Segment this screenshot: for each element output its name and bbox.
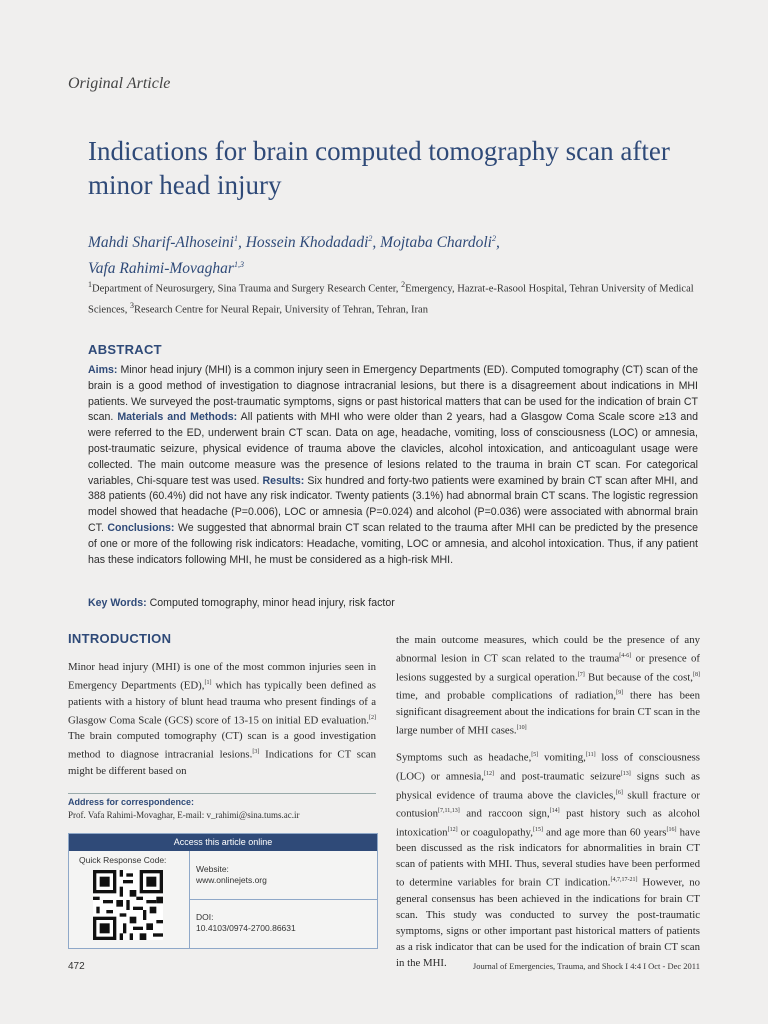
affiliation-mark: 1	[88, 280, 92, 289]
box-divider-horizontal	[189, 899, 377, 900]
keywords	[88, 597, 395, 609]
text-run: loss of consciousness (LOC) or amnesia,	[396, 751, 701, 783]
text-run: there has been significant disagreement about the indications for brain CT scan in the large number of MHI cases.	[396, 689, 700, 737]
abstract-aims-text: Minor head injury (MHI) is a common injury seen in Emergency Departments (ED). Computed tomography (CT) scan of the brain is a good method of investigation to diagnose intracranial lesions, but there is a disagreement about indications in MHI patients. We surveyed the post-traumatic symptoms, signs or past historical matters that can be used for the indication of brain CT scan.	[88, 364, 698, 424]
citation[interactable]: [10]	[516, 724, 527, 731]
text-run: But because of the cost,	[584, 671, 693, 684]
correspondence-label: Address for correspondence:	[68, 797, 195, 807]
doi-label: DOI:	[196, 912, 214, 922]
abstract-conclusions-label: Conclusions:	[107, 521, 175, 534]
text-run: signs such as physical evidence of trauma above the clavicles,	[396, 770, 700, 802]
text-run: and raccoon sign,	[459, 807, 550, 820]
text-run: Indications for CT scan might be different based on	[68, 748, 376, 777]
citation[interactable]: [4-6]	[619, 653, 632, 659]
citation[interactable]: [2]	[369, 714, 376, 721]
text-run: which has typically been defined as patients with a history of blunt head trauma who present findings of a Glasgow Coma Scale (GCS) score of 13-15 on initial ED evaluation.	[68, 679, 376, 727]
website-label: Website:	[196, 864, 229, 874]
abstract-methods-text: All patients with MHI who were older than 2 years, had a Glasgow Coma Scale score ≥13 and were referred to the ED, underwent brain CT scan. Data on age, headache, vomiting, loss of consciousness (LOC) or amnesia, post-traumatic seizure, physical evidence of trauma above the clavicles, alcohol intoxication, and anticoagulant usage were collected. The main outcome measure was the presence of lesions related to the trauma in brain CT scan. For categorical variables, Chi-square test was used.	[88, 411, 699, 487]
text-run: or presence of lesions suggested by a surgical operation.	[396, 652, 700, 684]
author-affiliation-mark: 1,3	[233, 260, 244, 270]
affiliation-mark: 2	[401, 280, 406, 289]
citation[interactable]: [13]	[620, 770, 631, 777]
author-name: Vafa Rahimi-Movaghar	[88, 260, 234, 278]
section-label: Original Article	[68, 75, 171, 92]
citation[interactable]: [11]	[585, 752, 596, 759]
paragraph	[396, 747, 700, 971]
journal-footer: Journal of Emergencies, Trauma, and Shock I 4:4 I Oct - Dec 2011	[472, 961, 700, 971]
page-number: 472	[68, 961, 85, 972]
abstract-aims-label: Aims:	[88, 364, 118, 376]
affiliation-text: Research Centre for Neural Repair, University of Tehran, Tehran, Iran	[134, 304, 428, 315]
citation[interactable]: [4,7,17-21]	[610, 877, 638, 884]
citation[interactable]: [8]	[692, 671, 700, 678]
paragraph	[68, 659, 376, 779]
introduction-left-column	[68, 659, 376, 788]
text-run: and age more than 60 years	[542, 826, 667, 839]
affiliation-text: Emergency, Hazrat-e-Rasool Hospital, Tehran University of Medical Sciences,	[88, 283, 694, 315]
abstract-methods-label: Materials and Methods:	[117, 411, 238, 424]
website-link[interactable]: www.onlinejets.org	[196, 875, 267, 885]
paragraph	[396, 632, 700, 738]
author-affiliation-mark: 2	[491, 234, 496, 243]
author-name: , Mojtaba Chardoli	[372, 234, 492, 252]
abstract-results-text: Six hundred and forty-two patients were examined by brain CT scan after MHI, and 388 patients (60.4%) did not have any risk indicator. Twenty patients (3.1%) had abnormal brain CT scans. The logistic regression model showed that headache (P=0.006), LOC or amnesia (P=0.024) and alcohol (P=0.036) were associated with abnormal brain CT.	[88, 474, 698, 534]
affiliation-mark: 3	[130, 300, 134, 310]
doi-link[interactable]: 10.4103/0974-2700.86631	[196, 923, 296, 933]
citation[interactable]: [14]	[549, 808, 560, 815]
citation[interactable]: [15]	[532, 826, 543, 833]
abstract-results-label: Results:	[262, 474, 305, 487]
author-name: , Hossein Khodadadi	[237, 234, 369, 252]
keywords-label: Key Words:	[88, 597, 147, 609]
introduction-right-column	[396, 632, 700, 980]
citation[interactable]: [12]	[447, 826, 458, 833]
text-run: have been discussed as the risk indicators for abnormalities in brain CT scan of patients with MHI. Thus, several studies have been performed to determine variables for brain CT indication.	[396, 826, 700, 889]
text-run: skull fracture or contusion	[396, 789, 700, 820]
text-run: past history such as alcohol intoxication	[396, 807, 700, 839]
affiliation-text: Department of Neurosurgery, Sina Trauma and Surgery Research Center,	[92, 283, 402, 295]
correspondence	[68, 793, 376, 820]
text-run: vomiting,	[538, 751, 586, 764]
text-run: and post-traumatic seizure	[494, 770, 621, 783]
access-article-box	[68, 833, 378, 949]
author-separator: ,	[495, 234, 500, 252]
access-box-header: Access this article online	[69, 834, 377, 851]
qr-code-icon[interactable]	[93, 870, 163, 940]
citation[interactable]: [6]	[615, 789, 623, 796]
introduction-heading: INTRODUCTION	[68, 631, 172, 646]
citation[interactable]: [3]	[252, 749, 260, 756]
abstract-conclusions-text: We suggested that abnormal brain CT scan related to the trauma after MHI can be predicted by the presence of one or more of the following risk indicators: Headache, vomiting, LOC or amnesia, and alcohol intoxication. Thus, if any patient has these indicators following MHI, he must be considered as a high-risk MHI.	[88, 521, 698, 566]
text-run: or coagulopathy,	[457, 826, 533, 839]
citation[interactable]: [12]	[484, 770, 495, 777]
text-run: However, no general consensus has been achieved in the indications for brain CT scan. This study was conducted to survey the post-traumatic symptoms, signs or other important past historical matters of patients as a risk indicator that can be used for the indication of brain CT scan in the MHI.	[396, 876, 700, 969]
citation[interactable]: [7]	[577, 671, 585, 678]
article-title: Indications for brain computed tomography scan after minor head injury	[88, 136, 670, 200]
author-name: Mahdi Sharif-Alhoseini	[88, 234, 234, 252]
text-run: the main outcome measures, which could be the presence of any abnormal lesion in CT scan related to the trauma	[396, 634, 700, 665]
author-affiliation-mark: 1	[233, 234, 238, 243]
citation[interactable]: [5]	[531, 752, 539, 759]
affiliations	[88, 277, 718, 318]
author-list	[88, 228, 688, 280]
correspondence-text: Prof. Vafa Rahimi-Movaghar, E-mail: v_rahimi@sina.tums.ac.ir	[68, 810, 300, 820]
citation[interactable]: [9]	[616, 690, 624, 697]
keywords-text: Computed tomography, minor head injury, risk factor	[146, 597, 395, 609]
text-run: Minor head injury (MHI) is one of the most common injuries seen in Emergency Departments (ED),	[68, 661, 376, 692]
citation[interactable]: [1]	[204, 680, 212, 686]
citation[interactable]: [16]	[666, 826, 677, 833]
text-run: time, and probable complications of radiation,	[396, 689, 617, 702]
author-affiliation-mark: 2	[368, 234, 373, 243]
abstract-heading: ABSTRACT	[88, 342, 162, 357]
text-run: The brain computed tomography (CT) scan is a good investigation method to diagnose intracranial lesions.	[68, 730, 376, 761]
citation[interactable]: [7,11,13]	[438, 808, 460, 815]
abstract-body	[88, 363, 698, 568]
qr-label: Quick Response Code:	[79, 855, 167, 865]
text-run: Symptoms such as headache,	[396, 751, 532, 764]
